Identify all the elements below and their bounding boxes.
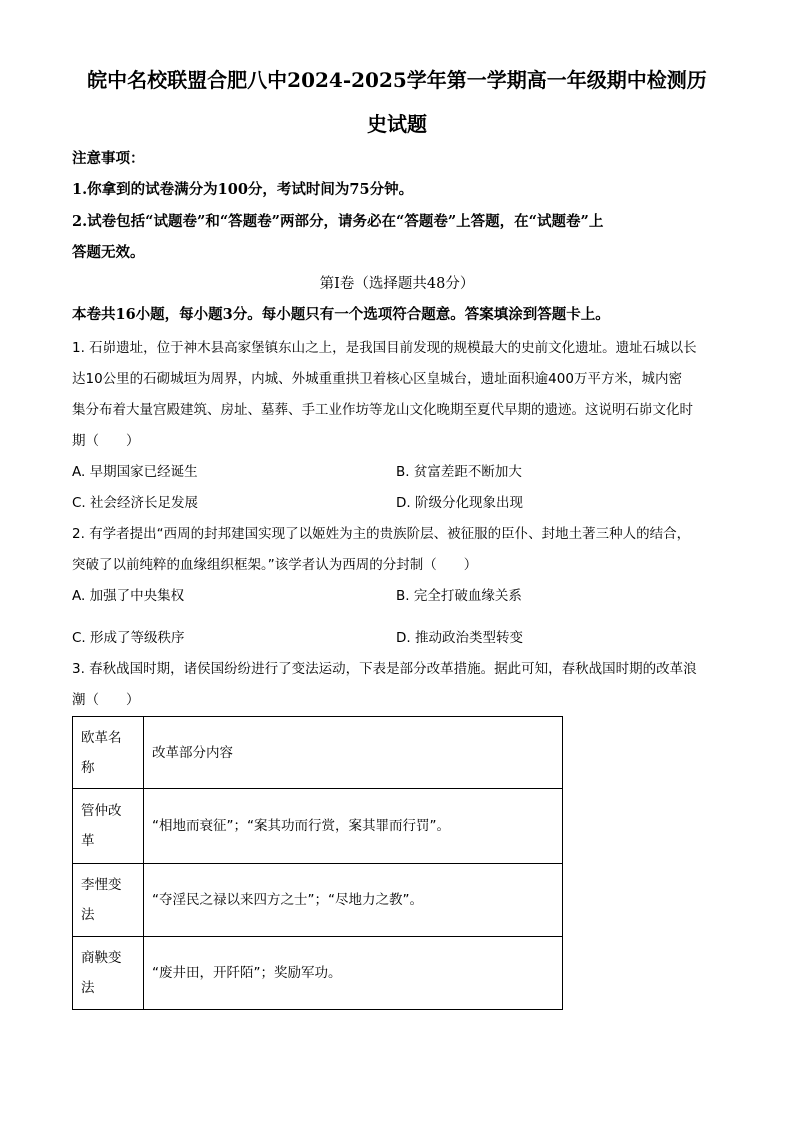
reform-name-line-2: 法	[81, 907, 95, 923]
table-row	[73, 789, 563, 864]
question-1-option-d: D. 阶级分化现象出现	[396, 495, 523, 511]
reform-content-cell: “废井田，开阡陌”；奖励军功。	[144, 937, 563, 1010]
notes-item-2-line-1: 2.试卷包括“试题卷”和“答题卷”两部分，请务必在“答题卷”上答题，在“试题卷”上	[72, 213, 604, 230]
reform-name-line-2: 革	[81, 833, 95, 849]
reform-table-header-row	[73, 717, 563, 789]
question-2-option-b: B. 完全打破血缘关系	[396, 588, 522, 604]
question-1-option-b: B. 贫富差距不断加大	[396, 464, 522, 480]
table-row	[73, 937, 563, 1010]
reform-table	[72, 716, 563, 1010]
question-1-option-c: C. 社会经济长足发展	[72, 495, 199, 511]
section-title: 第Ⅰ卷（选择题共48分）	[319, 276, 475, 292]
question-2-option-a: A. 加强了中央集权	[72, 588, 185, 604]
notes-item-2-line-2: 答题无效。	[72, 244, 145, 261]
exam-title-line-2: 史试题	[367, 112, 427, 136]
question-1-option-a: A. 早期国家已经诞生	[72, 464, 198, 480]
reform-name-line-1: 李悝变	[81, 877, 122, 893]
question-2-line-1: 2. 有学者提出“西周的封邦建国实现了以姬姓为主的贵族阶层、被征服的臣仆、封地土著三种人的结合，	[72, 526, 691, 542]
question-2-option-c: C. 形成了等级秩序	[72, 630, 185, 646]
notes-item-1: 1.你拿到的试卷满分为100分，考试时间为75分钟。	[72, 181, 414, 198]
question-2-line-2: 突破了以前纯粹的血缘组织框架。”该学者认为西周的分封制（ ）	[72, 557, 478, 573]
question-3-line-2: 潮（ ）	[72, 692, 140, 708]
reform-content-cell: “相地而衰征”；“案其功而行赏，案其罪而行罚”。	[144, 789, 563, 864]
reform-name-line-2: 法	[81, 980, 95, 996]
question-3-line-1: 3. 春秋战国时期，诸侯国纷纷进行了变法运动，下表是部分改革措施。据此可知，春秋战国时期的改革浪	[72, 661, 697, 677]
question-1-line-4: 期（ ）	[72, 433, 140, 449]
reform-name-line-1: 商鞅变	[81, 950, 122, 966]
question-1-line-2: 达10公里的石砌城垣为周界，内城、外城重重拱卫着核心区皇城台，遗址面积逾400万平方米，城内密	[72, 371, 682, 387]
question-2-option-d: D. 推动政治类型转变	[396, 630, 523, 646]
section-instruction: 本卷共16小题，每小题3分。每小题只有一个选项符合题意。答案填涂到答题卡上。	[72, 306, 610, 323]
reform-name-cell	[73, 789, 144, 864]
reform-name-header-line-2: 称	[81, 759, 95, 776]
reform-content-header: 改革部分内容	[144, 717, 563, 789]
reform-name-line-1: 管仲改	[81, 803, 122, 819]
table-row	[73, 864, 563, 937]
reform-name-cell	[73, 937, 144, 1010]
notes-heading: 注意事项：	[72, 150, 145, 167]
reform-name-header	[73, 717, 144, 789]
reform-name-header-line-1: 欧革名	[81, 729, 122, 746]
question-1-line-1: 1. 石峁遗址，位于神木县高家堡镇东山之上，是我国目前发现的规模最大的史前文化遗址。遗址石城以长	[72, 340, 697, 356]
question-1-line-3: 集分布着大量宫殿建筑、房址、墓葬、手工业作坊等龙山文化晚期至夏代早期的遗迹。这说明石峁文化时	[72, 402, 693, 418]
exam-title-line-1: 皖中名校联盟合肥八中2024-2025学年第一学期高一年级期中检测历	[87, 68, 707, 92]
reform-content-cell: “夺淫民之禄以来四方之士”；“尽地力之教”。	[144, 864, 563, 937]
reform-name-cell	[73, 864, 144, 937]
